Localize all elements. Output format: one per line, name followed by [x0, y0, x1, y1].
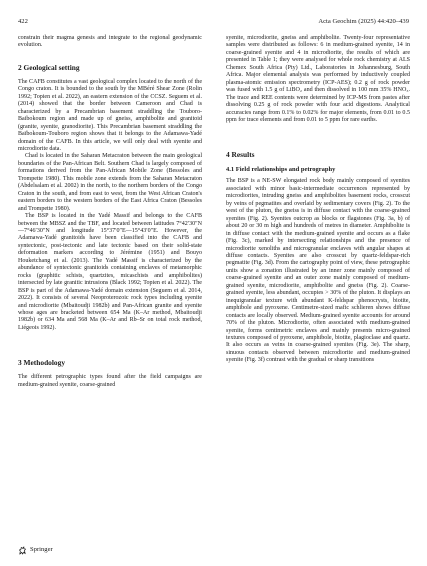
methodology-paragraph-1: The different petrographic types found after the field campaigns are medium-grained syenite, coarse-grained — [18, 374, 202, 388]
page-number: 422 — [18, 18, 28, 25]
geological-setting-paragraph-1: The CAFB constitutes a vast geological complex located to the north of the Congo craton. It is bounded to the south by the MBéré Shear Zone (Rolin 1992; Topien et al. 2022), an eastern extension of the CCSZ. Seguem et al. (2014) showed that the border between Cameroon and Chad is characterized by a Precambrian basement straddling the Touboro-Baibokoum region and made up of gneiss, amphibolite and granitoid (granite, syenite, granodiorite). This Precambrian basement straddling the Baïbokoum-Touboro region shows that it belongs to the Adamawa-Yadé domain of the CAFB. In this article, we will only deal with syenite and microdiorite data. — [18, 78, 202, 152]
subsection-heading-field-relationships: 4.1 Field relationships and petrography — [226, 166, 336, 174]
page-footer — [18, 544, 53, 556]
geological-setting-paragraph-2: Chad is located in the Saharan Metacraton between the main geological boundaries of the Pan-African Belt. Southern Chad is largely composed of formations derived from the Pan-African Mobile Zone (Bessoles and Trompette 1980). This mobile zone extends from the Saharan Metacraton (Abdelsalam et al. 2002) in the north, to the northern borders of the Congo Craton in the south, and from east to west, from the West African Craton's eastern borders to the western borders of the East Africa Craton (Bessoles and Trompette 1980). — [18, 153, 202, 212]
springer-horse-icon — [18, 546, 27, 555]
section-heading-geological-setting: 2 Geological setting — [18, 62, 80, 72]
left-column — [18, 35, 202, 389]
journal-citation: Acta Geochim (2025) 44:420–439 — [318, 18, 409, 25]
methodology-paragraph-1-continued: syenite, microdiorite, gneiss and amphibolite. Twenty-four representative samples were distributed as follows: 6 in medium-grained syenite, 14 in coarse-grained syenite and 4 in microdiorite, the results of which are presented in Table 1; they were analysed for whole rock chemistry at ALS Chemex South Africa (Pty) Ltd., Laboratories in Johannesburg, South Africa. Major elemental analysis was performed by inductively coupled plasma-atomic emission spectrometry (ICP-AES); 0.2 g of rock powder was fused with 1.5 g of LiBO₂ and then dissolved in 100 mm 35% HNO₃. The trace and REE contents were determined by ICP-MS from pastes after dissolving 0.25 g of rock powder with four acid digestions. Analytical accuracies range from 0.1% to 0.02% for major elements, from 0.01 to 0.5 ppm for trace elements and from 0.01 to 5 ppm for rare earths. — [226, 35, 410, 123]
intro-paragraph-end: constrain their magma genesis and integrate to the regional geodynamic evolution. — [18, 35, 202, 49]
right-column — [226, 35, 410, 365]
field-relationships-paragraph-1: The BSP is a NE-SW elongated rock body mainly composed of syenites associated with minor basic-intermediate occurrences represented by microdiorites, intruding gneiss and amphibolites basement rocks, crosscut by veins of pegmatites and overlaid by sedimentary covers (Fig. 2). To the west of the pluton, the gneiss is in diffuse contact with the coarse-grained syenites (Fig. 2). Syenites outcrop as blocks or flagstones (Fig. 3a, b) of about 20 or 30 m high and hundreds of metres in diameter. Amphibolite is in diffuse contact with the medium-grained syenite and occurs as a flake (Fig. 3c), marked by intersecting relationships and the presence of microdiorite xenoliths and microgranular enclaves with angular shapes at diffuse contacts. Syenites are also crosscut by quartz-feldspar-rich pegmatite (Fig. 3d). From the cartography point of view, these petrographic units show a zonation illustrated by an inner zone mainly composed of coarse-grained syenite and an outer zone mainly composed of medium-grained syenite, microdiorite, amphibolite and gneiss (Fig. 2). Coarse-grained syenite, less abundant, occupies > 30% of the pluton. It displays an inequigranular texture with abundant K-feldspar phenocrysts, biotite, amphibole and pyroxene. Centimetre-sized mafic schlieren shows diffuse contacts are locally observed. Medium-grained syenite accounts for around 70% of the pluton. Microdiorite, often associated with medium-grained syenite, forms centimetric enclaves and mainly presents micro-grained textures composed of pyroxene, amphibole, biotite, plagioclase and quartz. It also occurs as veins in coarse-grained syenites (Fig. 3e). The sharp, sinuous contacts observed between microdiorite and medium-grained syenite (Fig. 3f) contrast with the gradual or sharp transitions — [226, 178, 410, 364]
publisher-name: Springer — [30, 546, 53, 553]
running-head — [18, 16, 409, 28]
section-heading-methodology: 3 Methodology — [18, 358, 66, 368]
section-heading-results: 4 Results — [226, 150, 255, 160]
geological-setting-paragraph-3: The BSP is located in the Yadé Massif and belongs to the CAFB between the MBSZ and the TBF, and located between latitudes 7°42′30″N—7°46′30″N and longitude 15°37′0″E—15°43′0″E. However, the Adamawa-Yadé granitoids have been classified into the CAFB and syntectonic, post-tectonic and late tectonic based on their solid-state deformation markers according to Jérémine (1951) and Bouyo Houketchang et al. (2013). The Yadé Massif is characterized by the abundance of syntectonic granitoids containing enclaves of metamorphic rocks (graphitic schists, quartzites, micaschists and amphibolites) intersected by late granitic intrusions (Black 1992; Topien et al. 2022). The BSP is part of the Adamawa-Yadé domain extension (Seguem et al. 2014, 2022). It consists of several Neoproterozoic rock types including syenite and microdiorite (Mbaitoudji 1982b) and Pan-African granite and syenite whose ages are bracketed between 654 Ma (K–Ar method, Mbaitoudji 1982b) or 634 Ma and 568 Ma (K–Ar and Rb–Sr on total rock method, Liégeois 1992). — [18, 213, 202, 331]
